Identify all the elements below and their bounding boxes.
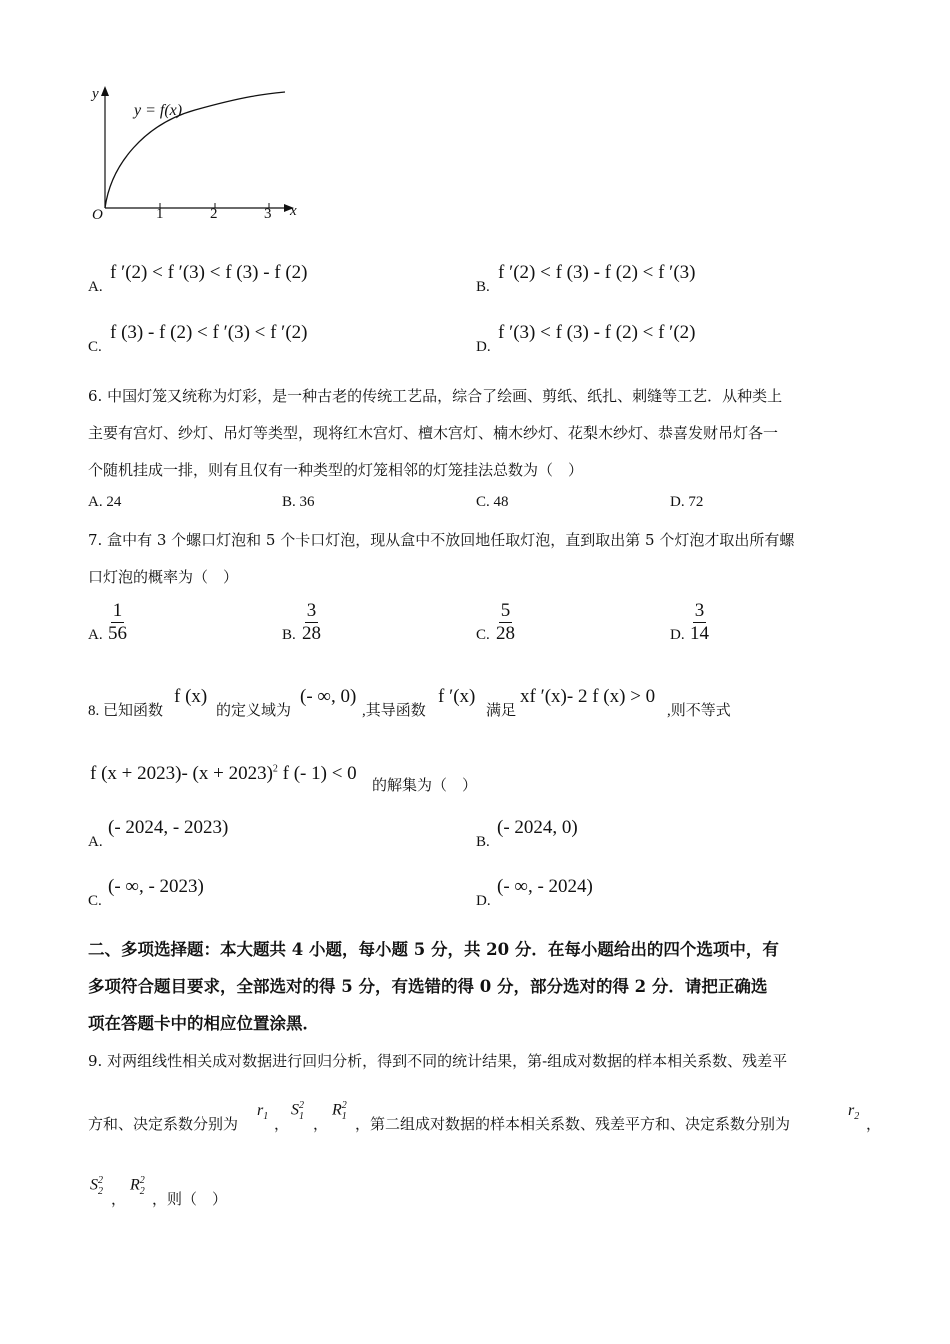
q9-line-2-text-2: ，第二组成对数据的样本相关系数、残差平方和、决定系数分别为 bbox=[355, 1117, 791, 1133]
q9-R1-sub: 1 bbox=[341, 1110, 347, 1122]
q6-line-3: 个随机挂成一排，则有且仅有一种类型的灯笼相邻的灯笼挂法总数为（ ） bbox=[88, 461, 584, 479]
curve bbox=[105, 92, 285, 208]
q7-option-a-fraction bbox=[108, 600, 127, 645]
tick-label-3: 3 bbox=[264, 206, 272, 222]
curve-label: y = f(x) bbox=[134, 102, 183, 119]
q5-option-a-label: A. bbox=[88, 279, 103, 295]
q5-option-a: f ′(2) < f ′(3) < f (3) - f (2) bbox=[110, 262, 308, 283]
q9-R2-sup: 2 bbox=[139, 1175, 145, 1186]
q9-comma-3: ， bbox=[866, 1117, 882, 1133]
q9-R2-symbol: R bbox=[130, 1176, 140, 1194]
y-axis-label: y bbox=[92, 86, 99, 102]
q7-line-1: 7. 盒中有 3 个螺口灯泡和 5 个卡口灯泡，现从盒中不放回地任取灯泡，直到取出第 5 个灯泡才取出所有螺 bbox=[88, 531, 795, 549]
tick-label-1: 1 bbox=[156, 206, 164, 222]
q9-comma-1: ， bbox=[274, 1117, 290, 1133]
q8-option-a-label: A. bbox=[88, 834, 103, 850]
y-axis-arrow bbox=[101, 86, 109, 96]
section2-line-3: 项在答题卡中的相应位置涂黑． bbox=[88, 1014, 319, 1033]
q7-option-b-numerator: 3 bbox=[306, 600, 317, 621]
q7-option-b-label: B. bbox=[282, 627, 296, 643]
q7-option-a-numerator: 1 bbox=[112, 600, 123, 621]
q8-text-2: 的定义域为 bbox=[216, 703, 292, 719]
x-axis-label: x bbox=[290, 203, 297, 219]
q6-option-d: D. 72 bbox=[670, 494, 704, 510]
q9-r2 bbox=[848, 1102, 859, 1122]
q9-r1 bbox=[257, 1102, 268, 1122]
q9-line-1: 9. 对两组线性相关成对数据进行回归分析，得到不同的统计结果，第-组成对数据的样本相关系数、残差平 bbox=[88, 1052, 788, 1070]
q5-option-c: f (3) - f (2) < f ′(3) < f ′(2) bbox=[110, 322, 308, 343]
q8-text-3: ,其导函数 bbox=[362, 703, 426, 719]
q8-inequality-part-b: f (- 1) < 0 bbox=[277, 763, 357, 784]
q7-option-a-label: A. bbox=[88, 627, 103, 643]
q9-comma-2: ， bbox=[313, 1117, 329, 1133]
q8-domain: (- ∞, 0) bbox=[300, 686, 357, 707]
q7-option-c-fraction bbox=[496, 600, 515, 645]
q8-inequality bbox=[90, 763, 357, 785]
q9-R1-symbol: R bbox=[332, 1101, 342, 1119]
section2-line-2: 多项符合题目要求，全部选对的得 5 分，有选错的得 0 分，部分选对的得 2 分．请把正确选 bbox=[88, 977, 768, 996]
q9-r2-symbol: r bbox=[848, 1102, 855, 1119]
q6-option-a: A. 24 bbox=[88, 494, 122, 510]
q5-option-c-label: C. bbox=[88, 339, 102, 355]
q8-inequality-part-a: f (x + 2023)- (x + 2023) bbox=[90, 763, 273, 784]
q8-text-1: 8. 已知函数 bbox=[88, 703, 164, 719]
q7-option-a-denominator: 56 bbox=[108, 623, 127, 644]
q9-s2-symbol: S bbox=[90, 1176, 98, 1194]
q9-r1-squared bbox=[332, 1100, 347, 1122]
q7-option-b-denominator: 28 bbox=[302, 623, 321, 644]
q8-condition: xf ′(x)- 2 f (x) > 0 bbox=[520, 686, 656, 707]
q7-option-c-denominator: 28 bbox=[496, 623, 515, 644]
q9-r2-sub: 2 bbox=[854, 1111, 860, 1123]
q8-text-5: ,则不等式 bbox=[667, 703, 731, 719]
q9-R2-sub: 2 bbox=[139, 1185, 145, 1197]
q9-line-3-text: ，则（ ） bbox=[152, 1192, 228, 1208]
q8-derivative: f ′(x) bbox=[438, 686, 476, 707]
q8-option-c: (- ∞, - 2023) bbox=[108, 876, 204, 897]
q8-text-6: 的解集为（ ） bbox=[372, 778, 478, 794]
q9-R1-sup: 2 bbox=[341, 1100, 347, 1111]
q7-option-c-numerator: 5 bbox=[500, 600, 511, 621]
q9-s2-sub: 2 bbox=[98, 1185, 103, 1197]
q5-option-b: f ′(2) < f (3) - f (2) < f ′(3) bbox=[498, 262, 696, 283]
q7-option-d-label: D. bbox=[670, 627, 685, 643]
tick-label-2: 2 bbox=[210, 206, 218, 222]
q9-s2 bbox=[90, 1175, 103, 1197]
q8-option-b: (- 2024, 0) bbox=[497, 817, 578, 838]
q8-inequality-exponent: 2 bbox=[272, 763, 278, 775]
q9-r1-sub: 1 bbox=[263, 1111, 269, 1123]
q9-line-2-text-1: 方和、决定系数分别为 bbox=[88, 1117, 239, 1133]
q6-option-c: C. 48 bbox=[476, 494, 509, 510]
q9-r1-symbol: r bbox=[257, 1102, 264, 1119]
q6-line-2: 主要有宫灯、纱灯、吊灯等类型，现将红木宫灯、檀木宫灯、楠木纱灯、花梨木纱灯、恭喜发财吊灯各一 bbox=[88, 424, 779, 442]
q8-option-c-label: C. bbox=[88, 893, 102, 909]
q5-option-d: f ′(3) < f (3) - f (2) < f ′(2) bbox=[498, 322, 696, 343]
q5-option-d-label: D. bbox=[476, 339, 491, 355]
q8-option-b-label: B. bbox=[476, 834, 490, 850]
q8-option-d: (- ∞, - 2024) bbox=[497, 876, 593, 897]
q7-line-2: 口灯泡的概率为（ ） bbox=[88, 568, 239, 586]
q7-option-b-fraction bbox=[302, 600, 321, 645]
q7-option-c-label: C. bbox=[476, 627, 490, 643]
q7-option-d-numerator: 3 bbox=[694, 600, 705, 621]
q9-r2-squared bbox=[130, 1175, 145, 1197]
section2-line-1: 二、多项选择题：本大题共 4 小题，每小题 5 分，共 20 分．在每小题给出的四个选项中，有 bbox=[88, 940, 779, 959]
q9-s1-sub: 1 bbox=[299, 1110, 304, 1122]
q8-text-4: 满足 bbox=[486, 703, 517, 719]
q8-function: f (x) bbox=[174, 686, 208, 707]
q9-s1-symbol: S bbox=[291, 1101, 299, 1119]
q8-option-d-label: D. bbox=[476, 893, 491, 909]
origin-label: O bbox=[92, 207, 103, 223]
q7-option-d-denominator: 14 bbox=[690, 623, 709, 644]
q6-line-1: 6. 中国灯笼又统称为灯彩，是一种古老的传统工艺品，综合了绘画、剪纸、纸扎、刺缝等工艺．从种类上 bbox=[88, 387, 783, 405]
q9-comma-4: ， bbox=[111, 1192, 127, 1208]
q8-option-a: (- 2024, - 2023) bbox=[108, 817, 229, 838]
q5-option-b-label: B. bbox=[476, 279, 490, 295]
q9-s1-sup: 2 bbox=[299, 1100, 304, 1111]
q9-s2-sup: 2 bbox=[98, 1175, 103, 1186]
q7-option-d-fraction bbox=[690, 600, 709, 645]
q6-option-b: B. 36 bbox=[282, 494, 315, 510]
q9-s1 bbox=[291, 1100, 304, 1122]
function-graph bbox=[85, 84, 315, 229]
